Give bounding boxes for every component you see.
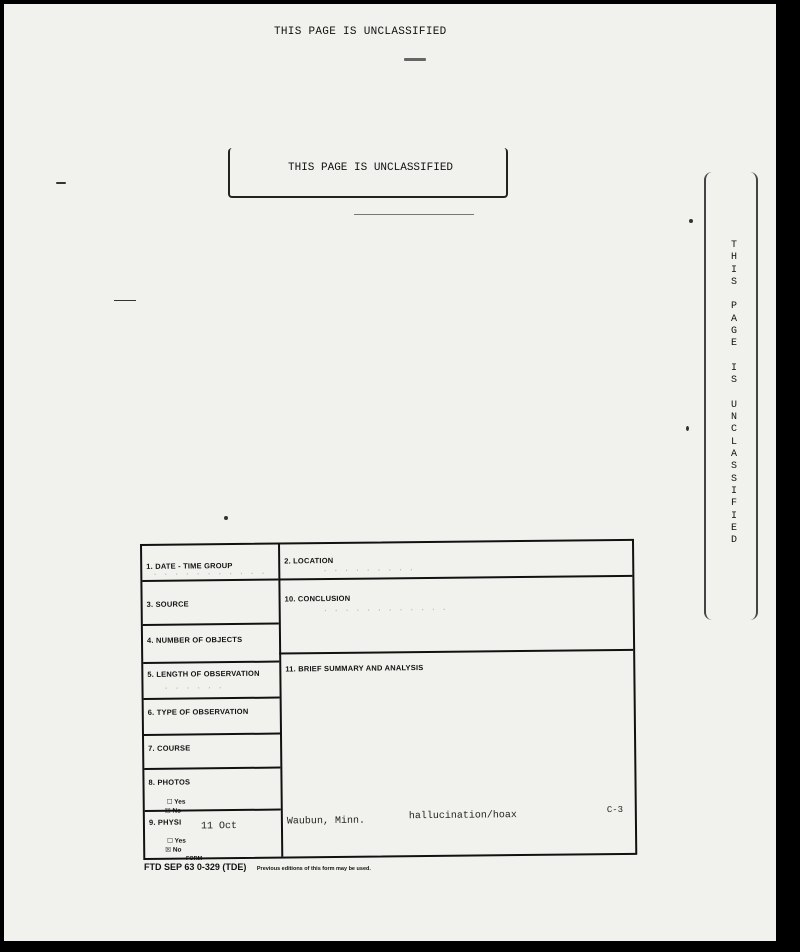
scan-speck [686, 426, 689, 431]
vertical-banner-letter: A [730, 313, 737, 325]
faded-entry: · · · · · · [163, 683, 223, 694]
vertical-banner-letter: E [730, 522, 737, 534]
form-note: Previous editions of this form may be used. [256, 866, 371, 872]
vertical-banner-letter: E [730, 338, 737, 350]
vertical-banner-letter: L [730, 436, 737, 448]
conclusion-label: 10. CONCLUSION [284, 593, 351, 604]
vertical-banner-letter: S [730, 375, 737, 387]
photos-yes-option[interactable]: ☐ Yes [166, 798, 186, 806]
number-of-objects-label: 4. NUMBER OF OBJECTS [146, 634, 243, 645]
faded-entry: · · · · · · · · · · · · [322, 604, 447, 617]
vertical-banner-letter: S [730, 461, 737, 473]
type-of-observation-label: 6. TYPE OF OBSERVATION [147, 706, 249, 717]
vertical-banner-letter: T [730, 240, 737, 251]
vertical-banner-letter [727, 289, 741, 301]
vertical-banner-letter: U [730, 399, 737, 411]
row-divider [144, 697, 280, 700]
report-form [140, 539, 637, 860]
summary-label: 11. BRIEF SUMMARY AND ANALYSIS [285, 663, 424, 674]
vertical-banner-letter: H [730, 252, 737, 264]
vertical-banner-letter: I [730, 362, 737, 374]
physical-yes-label: Yes [174, 837, 186, 845]
vertical-banner-letter [727, 351, 741, 363]
photos-label: 8. PHOTOS [148, 777, 191, 787]
course-label: 7. COURSE [148, 743, 191, 753]
faded-entry: · · · · · · · · · · · [152, 568, 266, 580]
physical-no-label: No [172, 846, 182, 854]
photos-no-label: No [172, 807, 182, 815]
boxed-classification-banner [228, 148, 508, 198]
physical-yes-option[interactable]: ☐ Yes [167, 837, 186, 845]
scan-speck [689, 219, 693, 223]
row-divider [143, 623, 279, 626]
boxed-banner-text: THIS PAGE IS UNCLASSIFIED [288, 162, 454, 174]
form-identifier: FTD SEP 63 0-329 (TDE) [144, 862, 247, 872]
photos-no-option[interactable]: ☒ No [164, 807, 182, 815]
vertical-banner-letter: I [730, 510, 737, 522]
vertical-banner-letter: A [730, 449, 737, 461]
vertical-banner-letter: I [730, 485, 737, 497]
top-classification-banner: THIS PAGE IS UNCLASSIFIED [274, 26, 447, 38]
row-divider [144, 733, 280, 736]
form-footer [144, 856, 371, 872]
vertical-banner-letter: S [730, 473, 737, 485]
scan-speck [114, 300, 136, 301]
vertical-banner-letter: S [730, 276, 737, 288]
faded-entry: · · · · · · · · · [322, 565, 415, 577]
vertical-banner-letter: F [730, 498, 737, 510]
date-time-label: 1. DATE - TIME GROUP [146, 561, 233, 571]
row-divider [143, 661, 279, 664]
vertical-banner-letter: N [730, 412, 737, 424]
row-divider [279, 649, 633, 654]
date-entry: 11 Oct [200, 821, 238, 833]
conclusion-entry: hallucination/hoax [408, 810, 517, 823]
scan-speck [354, 214, 474, 215]
physical-evidence-label: 9. PHYSI [148, 817, 182, 827]
vertical-banner-letter: P [730, 301, 737, 313]
form-word: FORM [186, 856, 203, 862]
location-entry: Waubun, Minn. [286, 815, 365, 828]
vertical-banner-letter: C [730, 424, 737, 436]
document-page [4, 4, 776, 941]
scan-speck [224, 516, 228, 520]
vertical-classification-banner [727, 240, 741, 547]
vertical-banner-letter: I [730, 264, 737, 276]
vertical-banner-letter [727, 388, 741, 400]
photos-yes-label: Yes [174, 798, 186, 806]
location-label: 2. LOCATION [284, 555, 334, 566]
row-divider [144, 767, 280, 770]
page-reference: C-3 [606, 804, 624, 816]
vertical-banner-letter: D [730, 535, 737, 547]
source-label: 3. SOURCE [146, 599, 189, 609]
scan-speck [404, 58, 426, 61]
scan-speck [56, 182, 66, 184]
length-of-observation-label: 5. LENGTH OF OBSERVATION [147, 668, 260, 679]
physical-no-option[interactable]: ☒ No [165, 846, 182, 854]
vertical-banner-letter: G [730, 326, 737, 338]
